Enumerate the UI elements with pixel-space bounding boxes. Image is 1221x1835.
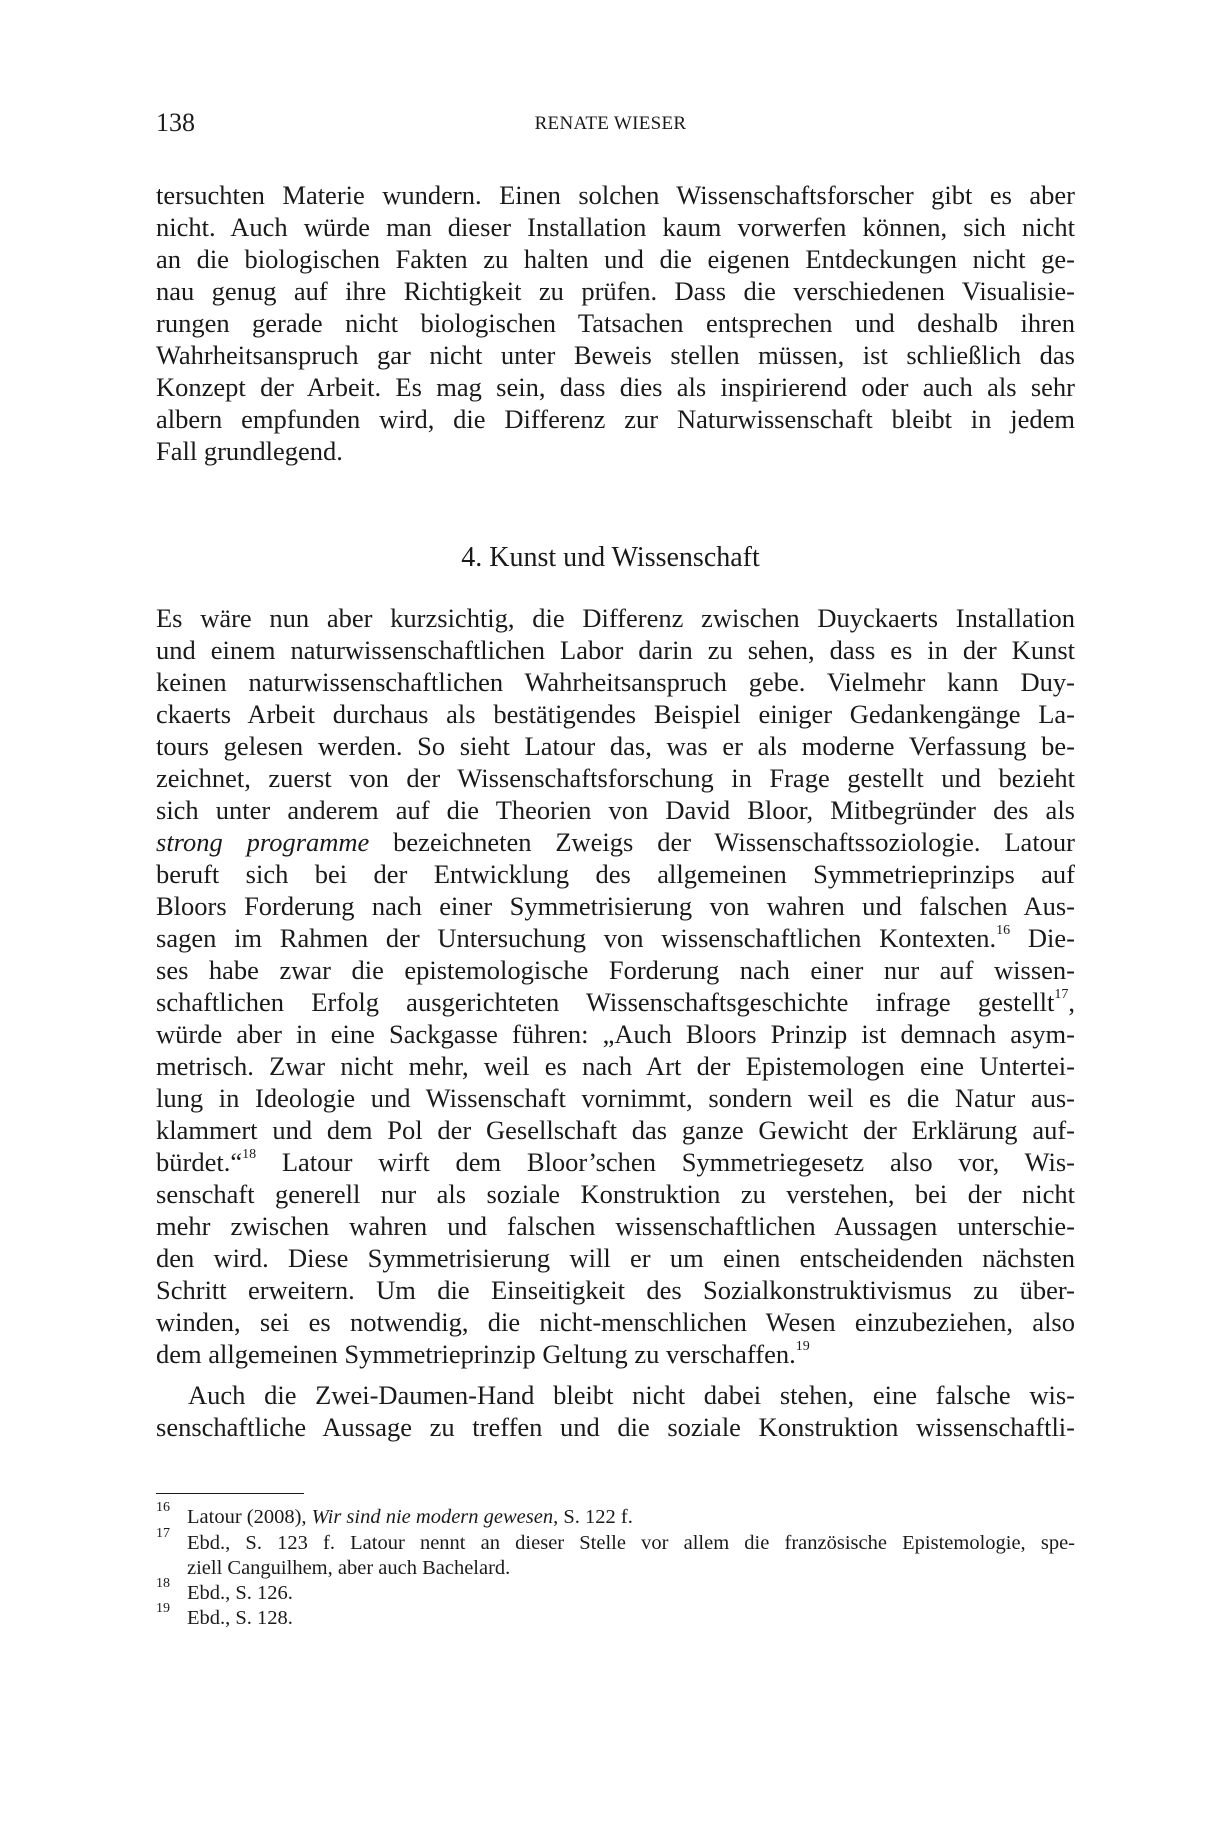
text-line: senschaft generell nur als soziale Konstruktion zu verstehen, bei der nicht: [156, 1179, 1075, 1209]
text-line: zeichnet, zuerst von der Wissenschaftsforschung in Frage gestellt und bezieht: [156, 763, 1075, 793]
text-line: Konzept der Arbeit. Es mag sein, dass dies als inspirierend oder auch als sehr: [156, 372, 1075, 402]
text-span: schaftlichen Erfolg ausgerichteten Wissenschaftsgeschichte infrage gestellt: [156, 987, 1055, 1017]
text-line: beruft sich bei der Entwicklung des allgemeinen Symmetrieprinzips auf: [156, 859, 1075, 889]
text-line: metrisch. Zwar nicht mehr, weil es nach Art der Epistemologen eine Untertei-: [156, 1051, 1075, 1081]
text-span: Latour (2008),: [187, 1506, 312, 1528]
text-line: [156, 1339, 1075, 1370]
footnote-ref-17[interactable]: 17: [1054, 987, 1069, 1003]
text-line: [156, 827, 1075, 858]
text-span: ,: [1068, 987, 1075, 1017]
text-line: an die biologischen Fakten zu halten und die eigenen Entdeckungen nicht ge-: [156, 244, 1075, 274]
page-number: 138: [156, 108, 195, 137]
text-span: Latour wirft dem Bloor’schen Symmetriegesetz also vor, Wis-: [281, 1147, 1076, 1177]
text-line: Fall grundlegend.: [156, 436, 343, 466]
text-line: mehr zwischen wahren und falschen wissenschaftlichen Aussagen unterschie-: [156, 1211, 1075, 1241]
text-line: Auch die Zwei-Daumen-Hand bleibt nicht dabei stehen, eine falsche wis-: [188, 1380, 1075, 1410]
footnote-text: Ebd., S. 128.: [187, 1607, 293, 1629]
text-line: senschaftliche Aussage zu treffen und die soziale Konstruktion wissenschaftli-: [156, 1412, 1075, 1442]
text-line: keinen naturwissenschaftlichen Wahrheitsanspruch gebe. Vielmehr kann Duy-: [156, 667, 1075, 697]
text-line: würde aber in eine Sackgasse führen: „Auch Bloors Prinzip ist demnach asym-: [156, 1019, 1075, 1049]
footnote-number: 17: [156, 1526, 170, 1541]
text-span: sagen im Rahmen der Untersuchung von wissenschaftlichen Kontexten.: [156, 923, 997, 953]
text-line: tersuchten Materie wundern. Einen solchen Wissenschaftsforscher gibt es aber: [156, 180, 1075, 210]
footnote-ref-18[interactable]: 18: [242, 1147, 257, 1163]
text-span: bezeichneten Zweigs der Wissenschaftssoziologie. Latour: [393, 827, 1076, 857]
text-line: [156, 987, 1075, 1018]
text-line: nicht. Auch würde man dieser Installation kaum vorwerfen können, sich nicht: [156, 212, 1075, 242]
text-line: nau genug auf ihre Richtigkeit zu prüfen. Dass die verschiedenen Visualisie-: [156, 276, 1075, 306]
footnote-ref-16[interactable]: 16: [996, 923, 1011, 939]
text-line: [156, 1147, 1075, 1178]
text-span: bürdet.“: [156, 1147, 243, 1177]
italic-term: strong programme: [156, 827, 370, 857]
footnote-number: 19: [156, 1601, 170, 1616]
text-line: und einem naturwissenschaftlichen Labor darin zu sehen, dass es in der Kunst: [156, 635, 1075, 665]
text-line: [156, 923, 1075, 954]
footnote-number: 18: [156, 1576, 170, 1591]
text-line: den wird. Diese Symmetrisierung will er um einen entscheidenden nächsten: [156, 1243, 1075, 1273]
text-span: dem allgemeinen Symmetrieprinzip Geltung zu verschaffen.: [156, 1339, 796, 1369]
text-line: Schritt erweitern. Um die Einseitigkeit des Sozialkonstruktivismus zu über-: [156, 1275, 1075, 1305]
text-line: ses habe zwar die epistemologische Forderung nach einer nur auf wissen-: [156, 955, 1075, 985]
text-span: Die-: [1027, 923, 1075, 953]
text-line: Bloors Forderung nach einer Symmetrisierung von wahren und falschen Aus-: [156, 891, 1075, 921]
footnote-text: Ebd., S. 123 f. Latour nennt an dieser Stelle vor allem die französische Epistemologie, spe-: [187, 1532, 1075, 1554]
text-line: lung in Ideologie und Wissenschaft vornimmt, sondern weil es die Natur aus-: [156, 1083, 1075, 1113]
footnote-text: ziell Canguilhem, aber auch Bachelard.: [187, 1557, 511, 1579]
text-line: Wahrheitsanspruch gar nicht unter Beweis stellen müssen, ist schließlich das: [156, 340, 1075, 370]
text-line: sich unter anderem auf die Theorien von David Bloor, Mitbegründer des als: [156, 795, 1075, 825]
text-line: klammert und dem Pol der Gesellschaft das ganze Gewicht der Erklärung auf-: [156, 1115, 1075, 1145]
running-head: RENATE WIESER: [534, 113, 687, 134]
text-line: albern empfunden wird, die Differenz zur Naturwissenschaft bleibt in jedem: [156, 404, 1075, 434]
italic-title: Wir sind nie modern gewesen: [311, 1506, 554, 1528]
text-line: rungen gerade nicht biologischen Tatsachen entsprechen und deshalb ihren: [156, 308, 1075, 338]
footnote-rule: [156, 1493, 304, 1494]
text-line: ckaerts Arbeit durchaus als bestätigendes Beispiel einiger Gedankengänge La-: [156, 699, 1075, 729]
text-line: tours gelesen werden. So sieht Latour das, was er als moderne Verfassung be-: [156, 731, 1075, 761]
text-span: , S. 122 f.: [553, 1506, 633, 1528]
footnote-ref-19[interactable]: 19: [795, 1339, 810, 1355]
footnote-text: [187, 1506, 1075, 1529]
text-line: Es wäre nun aber kurzsichtig, die Differenz zwischen Duyckaerts Installation: [156, 603, 1075, 633]
text-line: winden, sei es notwendig, die nicht-menschlichen Wesen einzubeziehen, also: [156, 1307, 1075, 1337]
footnote-text: Ebd., S. 126.: [187, 1582, 293, 1604]
footnote-number: 16: [156, 1500, 170, 1515]
section-heading: 4. Kunst und Wissenschaft: [461, 542, 760, 573]
